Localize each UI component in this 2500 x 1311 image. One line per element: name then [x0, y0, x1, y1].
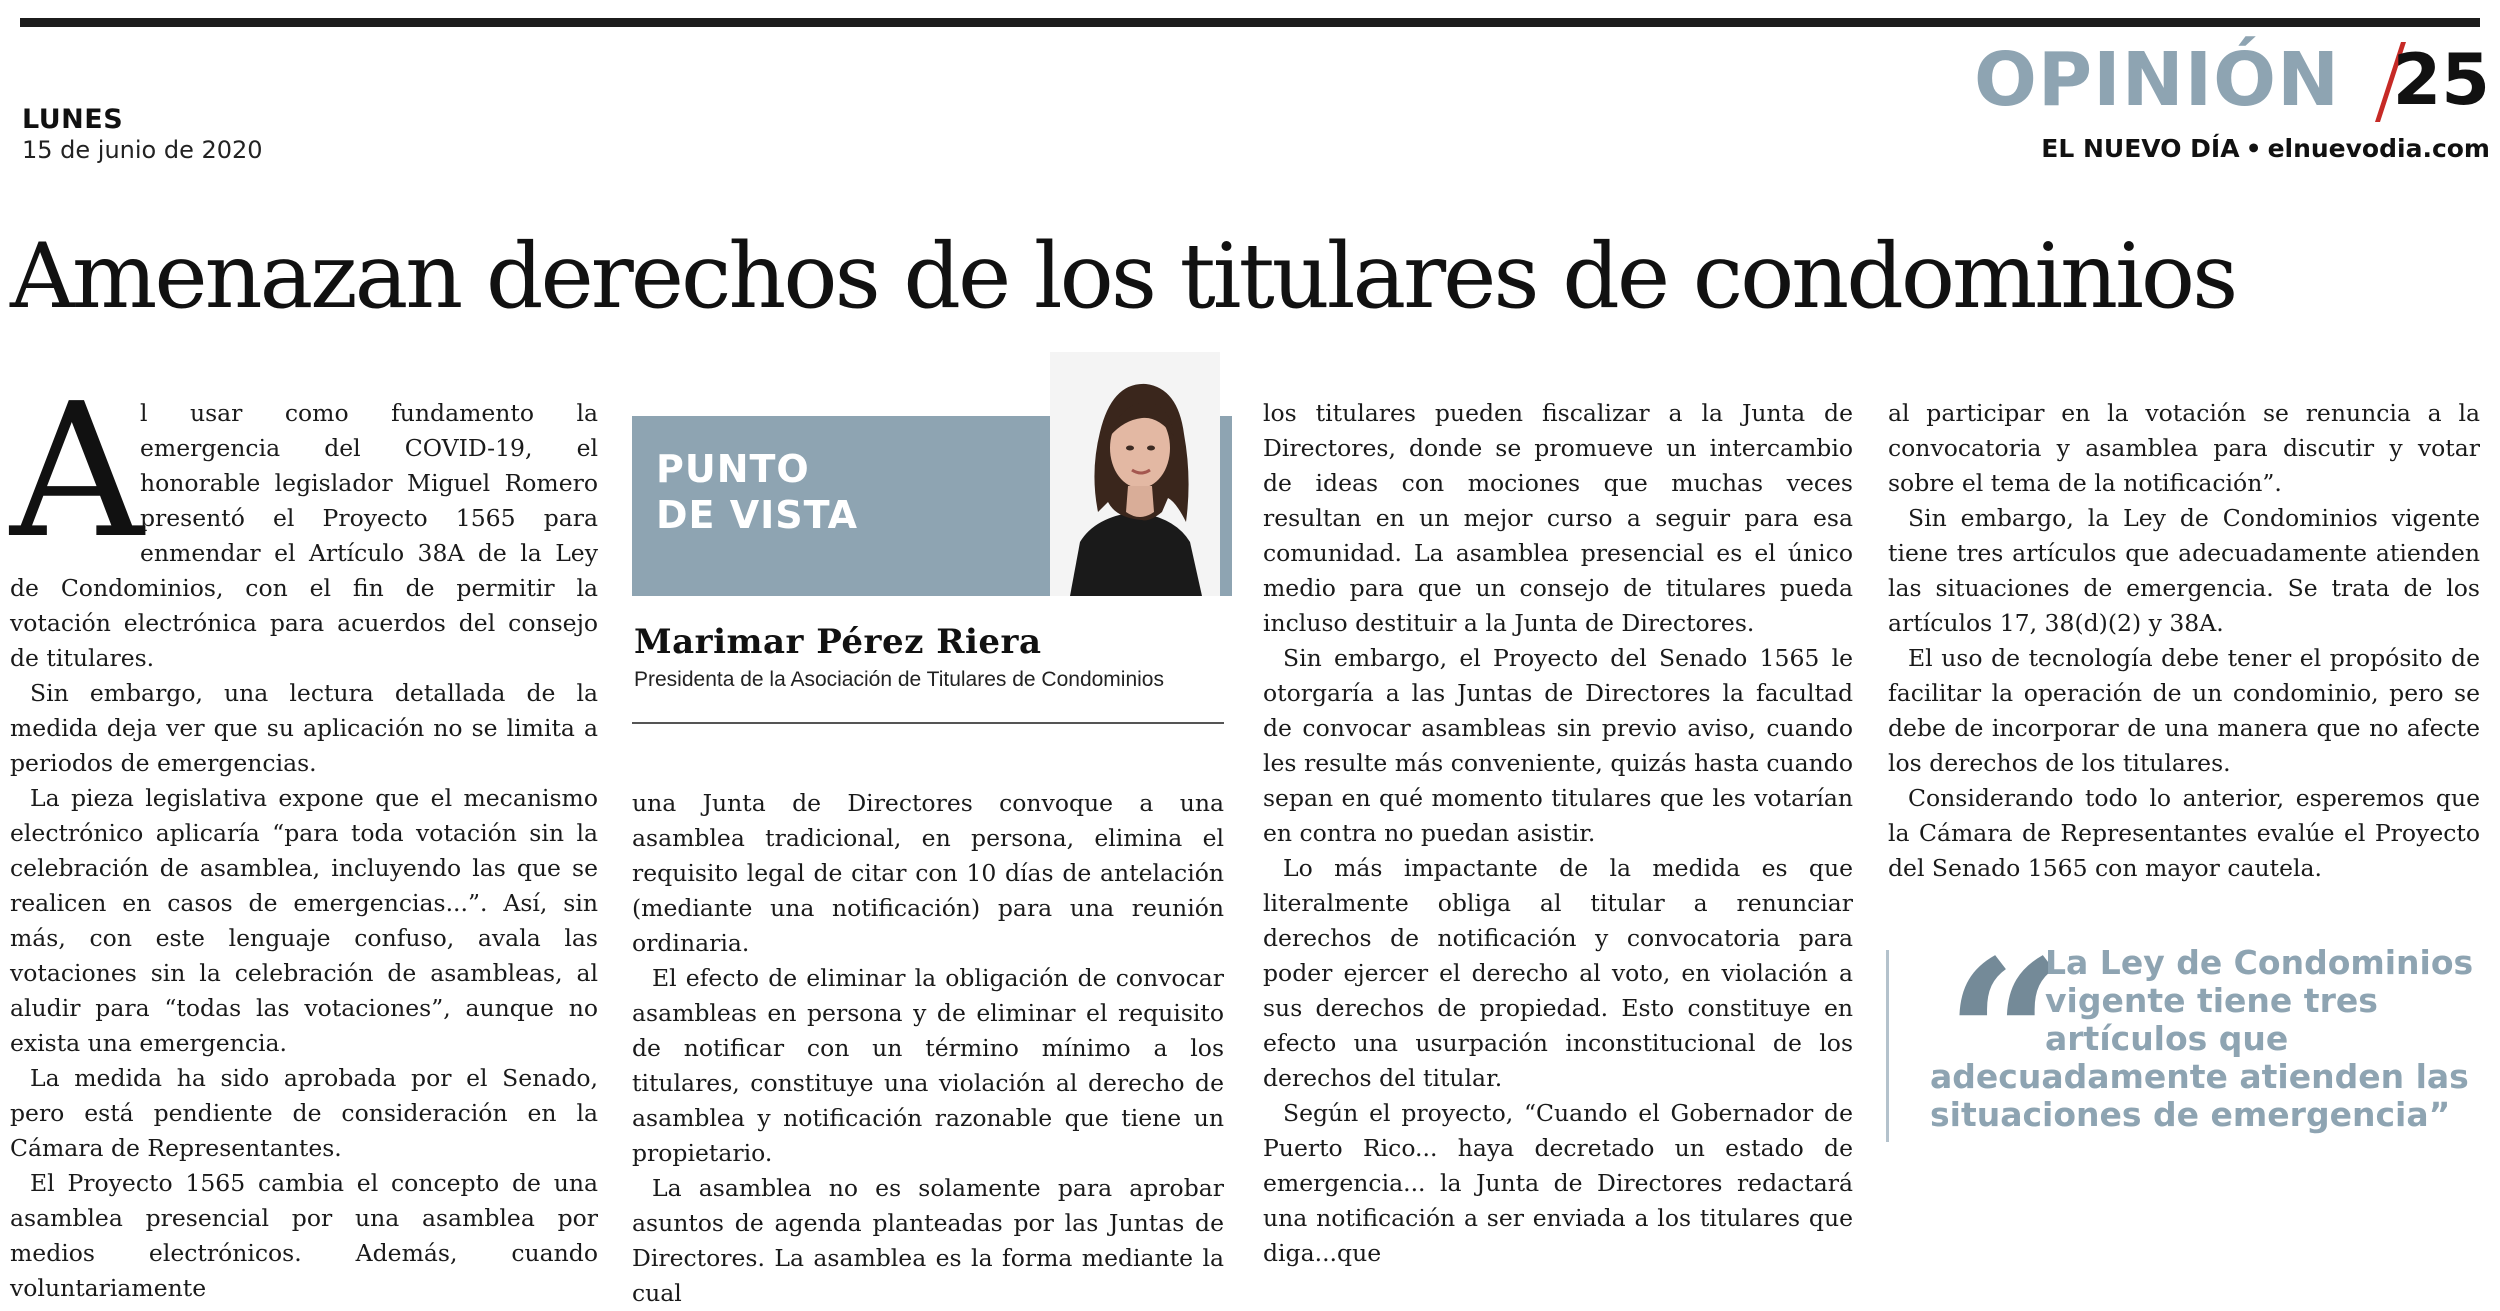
paragraph: La asamblea no es solamente para aprobar asuntos de agenda planteadas por las Juntas de Directores. La asamblea es la forma mediante la cual — [632, 1174, 1224, 1307]
paragraph: Sin embargo, una lectura detallada de la medida deja ver que su aplicación no se limita a periodos de emergencias. — [10, 679, 598, 777]
page-number: 25 — [2392, 39, 2490, 121]
paragraph: Lo más impactante de la medida es que literalmente obliga al titular a renunciar derechos de notificación y convocatoria para poder ejercer el derecho al voto, en violación a sus derechos de propiedad. Esto constituye en efecto una usurpación inconstitucional de los derechos del titular. — [1263, 854, 1853, 1092]
paragraph: Sin embargo, la Ley de Condominios vigente tiene tres artículos que adecuadamente atienden las situaciones de emergencia. Se trata de los artículos 17, 38(d)(2) y 38A. — [1888, 504, 2480, 637]
weekday: LUNES — [22, 104, 124, 135]
article-column-2 — [632, 786, 1224, 1311]
author-divider — [632, 722, 1224, 724]
article-column-3 — [1263, 396, 1853, 1271]
paragraph: El Proyecto 1565 cambia el concepto de una asamblea presencial por una asamblea por medios electrónicos. Además, cuando voluntariamente — [10, 1169, 598, 1302]
paragraph: Sin embargo, el Proyecto del Senado 1565 le otorgaría a las Juntas de Directores la facultad de convocar asambleas sin previo aviso, cuando les resulte más conveniente, quizás hasta cuando sepan en qué momento titulares que les votarían en contra no puedan asistir. — [1263, 644, 1853, 847]
paragraph: La medida ha sido aprobada por el Senado, pero está pendiente de consideración en la Cámara de Representantes. — [10, 1064, 598, 1162]
paper-url: elnuevodia.com — [2267, 134, 2490, 163]
paper-info — [2041, 134, 2490, 163]
punto-de-vista-line1: PUNTO — [656, 447, 810, 491]
publication-date: 15 de junio de 2020 — [22, 136, 263, 164]
pull-quote-rule — [1886, 950, 1889, 1142]
section-header — [1970, 37, 2490, 123]
paper-separator: • — [2245, 134, 2262, 163]
paragraph: una Junta de Directores convoque a una asamblea tradicional, en persona, elimina el requisito legal de citar con 10 días de antelación (mediante una notificación) para una reunión ordinaria. — [632, 789, 1224, 957]
paragraph: El efecto de eliminar la obligación de convocar asambleas en persona y de eliminar el requisito de notificar con un término mínimo a los titulares, constituye una violación al derecho de asamblea y notificación razonable que tiene un propietario. — [632, 964, 1224, 1167]
pull-quote: La Ley de Condominios vigente tiene tres artículos que adecuadamente atienden las situaciones de emergencia” — [1930, 943, 2474, 1134]
paragraph: El uso de tecnología debe tener el propósito de facilitar la operación de un condominio, pero se debe de incorporar de una manera que no afecte los derechos de los titulares. — [1888, 644, 2480, 777]
paragraph: l usar como fundamento la emergencia del COVID-19, el honorable legislador Miguel Romero presentó el Proyecto 1565 para enmendar el Artículo 38A de la Ley de Condominios, con el fin de permitir la votación electrónica para acuerdos del consejo de titulares. — [10, 399, 598, 672]
paragraph: Considerando todo lo anterior, esperemos que la Cámara de Representantes evalúe el Proyecto del Senado 1565 con mayor cautela. — [1888, 784, 2480, 882]
paragraph: al participar en la votación se renuncia a la convocatoria y asamblea para discutir y votar sobre el tema de la notificación”. — [1888, 399, 2480, 497]
drop-cap — [10, 363, 144, 579]
headline: Amenazan derechos de los titulares de condominios — [10, 224, 2236, 329]
paragraph: los titulares pueden fiscalizar a la Junta de Directores, donde se promueve un intercambio de ideas con mociones que muchas veces resultan en un mejor curso a seguir para esa comunidad. La asamblea presencial es el único medio para que un consejo de titulares pueda incluso destituir a la Junta de Directores. — [1263, 399, 1853, 637]
paragraph: La pieza legislativa expone que el mecanismo electrónico aplicaría “para toda votación sin la celebración de asamblea, incluyendo las que se realicen en casos de emergencias...”. Así, sin más, con este lenguaje confuso, avala las votaciones sin la celebración de asambleas, al aludir para “todas las votaciones”, aunque no exista una emergencia. — [10, 784, 598, 1057]
drop-cap-letter: A — [10, 363, 144, 579]
paragraph: Según el proyecto, “Cuando el Gobernador de Puerto Rico... haya decretado un estado de emergencia... la Junta de Directores redactará una notificación a ser enviada a los titulares que diga...que — [1263, 1099, 1853, 1267]
article-column-1 — [10, 363, 598, 1306]
author-photo — [1050, 352, 1220, 596]
paper-name: EL NUEVO DÍA — [2041, 134, 2240, 163]
punto-de-vista-line2: DE VISTA — [656, 493, 859, 537]
author-name: Marimar Pérez Riera — [634, 622, 1042, 662]
article-column-4 — [1888, 396, 2480, 886]
author-role: Presidenta de la Asociación de Titulares de Condominios — [634, 668, 1164, 691]
quote-mark-icon: “ — [1945, 914, 2066, 1161]
top-rule — [20, 18, 2480, 27]
punto-de-vista-label — [656, 446, 858, 538]
section-name: OPINIÓN — [1974, 37, 2340, 123]
